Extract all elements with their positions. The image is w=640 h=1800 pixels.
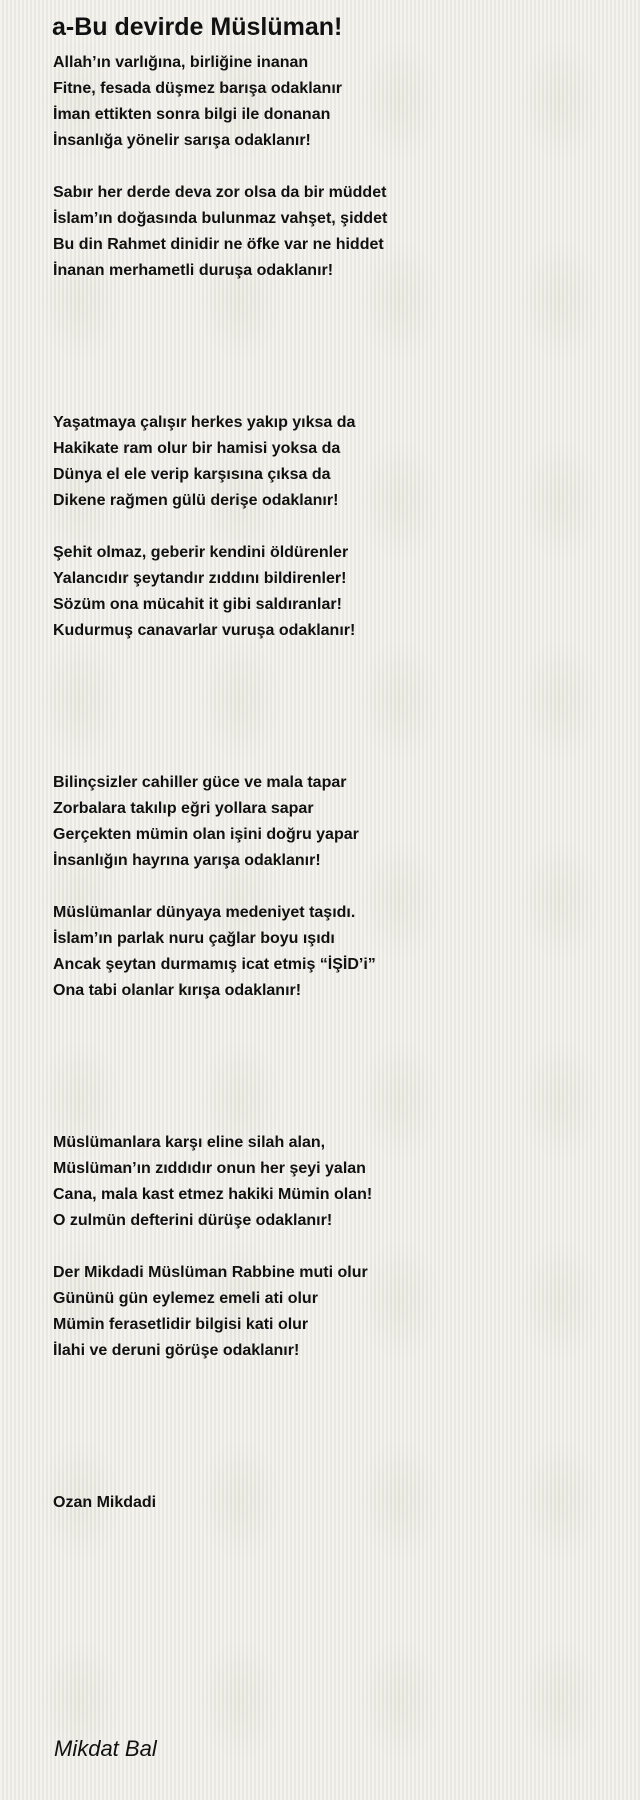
verse bbox=[53, 900, 613, 1004]
verse bbox=[53, 770, 613, 874]
verse-line: Dünya el ele verip karşısına çıksa da bbox=[53, 466, 331, 483]
verse-line: Ancak şeytan durmamış icat etmiş “İŞİD’i” bbox=[53, 956, 376, 973]
verse-line: O zulmün defterini dürüşe odaklanır! bbox=[53, 1212, 333, 1229]
verse-line: İslam’ın doğasında bulunmaz vahşet, şiddet bbox=[53, 210, 388, 227]
verse-line: İlahi ve deruni görüşe odaklanır! bbox=[53, 1342, 300, 1359]
verse bbox=[53, 50, 613, 154]
verse-line: Mümin ferasetlidir bilgisi kati olur bbox=[53, 1316, 309, 1333]
stanza-group-2 bbox=[53, 410, 613, 670]
verse-line: Bu din Rahmet dinidir ne öfke var ne hiddet bbox=[53, 236, 384, 253]
verse-line: Yalancıdır şeytandır zıddını bildirenler! bbox=[53, 570, 347, 587]
verse-line: Zorbalara takılıp eğri yollara sapar bbox=[53, 800, 314, 817]
verse-line: İslam’ın parlak nuru çağlar boyu ışıdı bbox=[53, 930, 335, 947]
author-name: Ozan Mikdadi bbox=[53, 1494, 157, 1511]
verse-line: Müslümanlar dünyaya medeniyet taşıdı. bbox=[53, 904, 356, 921]
verse-line: Bilinçsizler cahiller güce ve mala tapar bbox=[53, 774, 347, 791]
verse-line: İnsanlığın hayrına yarışa odaklanır! bbox=[53, 852, 321, 869]
verse-line: Allah’ın varlığına, birliğine inanan bbox=[53, 54, 309, 71]
verse-line: İman ettikten sonra bilgi ile donanan bbox=[53, 106, 331, 123]
verse-line: Sözüm ona mücahit it gibi saldıranlar! bbox=[53, 596, 342, 613]
verse-line: Gününü gün eylemez emeli ati olur bbox=[53, 1290, 318, 1307]
stanza-group-1 bbox=[53, 50, 613, 310]
poem-title: a-Bu devirde Müslüman! bbox=[52, 13, 343, 41]
verse-line: Kudurmuş canavarlar vuruşa odaklanır! bbox=[53, 622, 356, 639]
verse-line: Müslümanlara karşı eline silah alan, bbox=[53, 1134, 326, 1151]
verse-line: Dikene rağmen gülü derişe odaklanır! bbox=[53, 492, 339, 509]
verse-line: Şehit olmaz, geberir kendini öldürenler bbox=[53, 544, 349, 561]
stanza-group-3 bbox=[53, 770, 613, 1030]
verse-line: Yaşatmaya çalışır herkes yakıp yıksa da bbox=[53, 414, 356, 431]
verse bbox=[53, 410, 613, 514]
verse-line: Hakikate ram olur bir hamisi yoksa da bbox=[53, 440, 341, 457]
verse-line: Der Mikdadi Müslüman Rabbine muti olur bbox=[53, 1264, 368, 1281]
verse bbox=[53, 180, 613, 284]
verse-line: Gerçekten mümin olan işini doğru yapar bbox=[53, 826, 359, 843]
verse bbox=[53, 1260, 613, 1364]
signature: Mikdat Bal bbox=[54, 1736, 157, 1761]
verse-line: Sabır her derde deva zor olsa da bir müddet bbox=[53, 184, 387, 201]
stanza-group-4 bbox=[53, 1130, 613, 1390]
verse bbox=[53, 540, 613, 644]
verse bbox=[53, 1130, 613, 1234]
verse-line: İnsanlığa yönelir sarışa odaklanır! bbox=[53, 132, 311, 149]
verse-line: Cana, mala kast etmez hakiki Mümin olan! bbox=[53, 1186, 373, 1203]
verse-line: İnanan merhametli duruşa odaklanır! bbox=[53, 262, 334, 279]
verse-line: Müslüman’ın zıddıdır onun her şeyi yalan bbox=[53, 1160, 366, 1177]
verse-line: Ona tabi olanlar kırışa odaklanır! bbox=[53, 982, 302, 999]
verse-line: Fitne, fesada düşmez barışa odaklanır bbox=[53, 80, 342, 97]
